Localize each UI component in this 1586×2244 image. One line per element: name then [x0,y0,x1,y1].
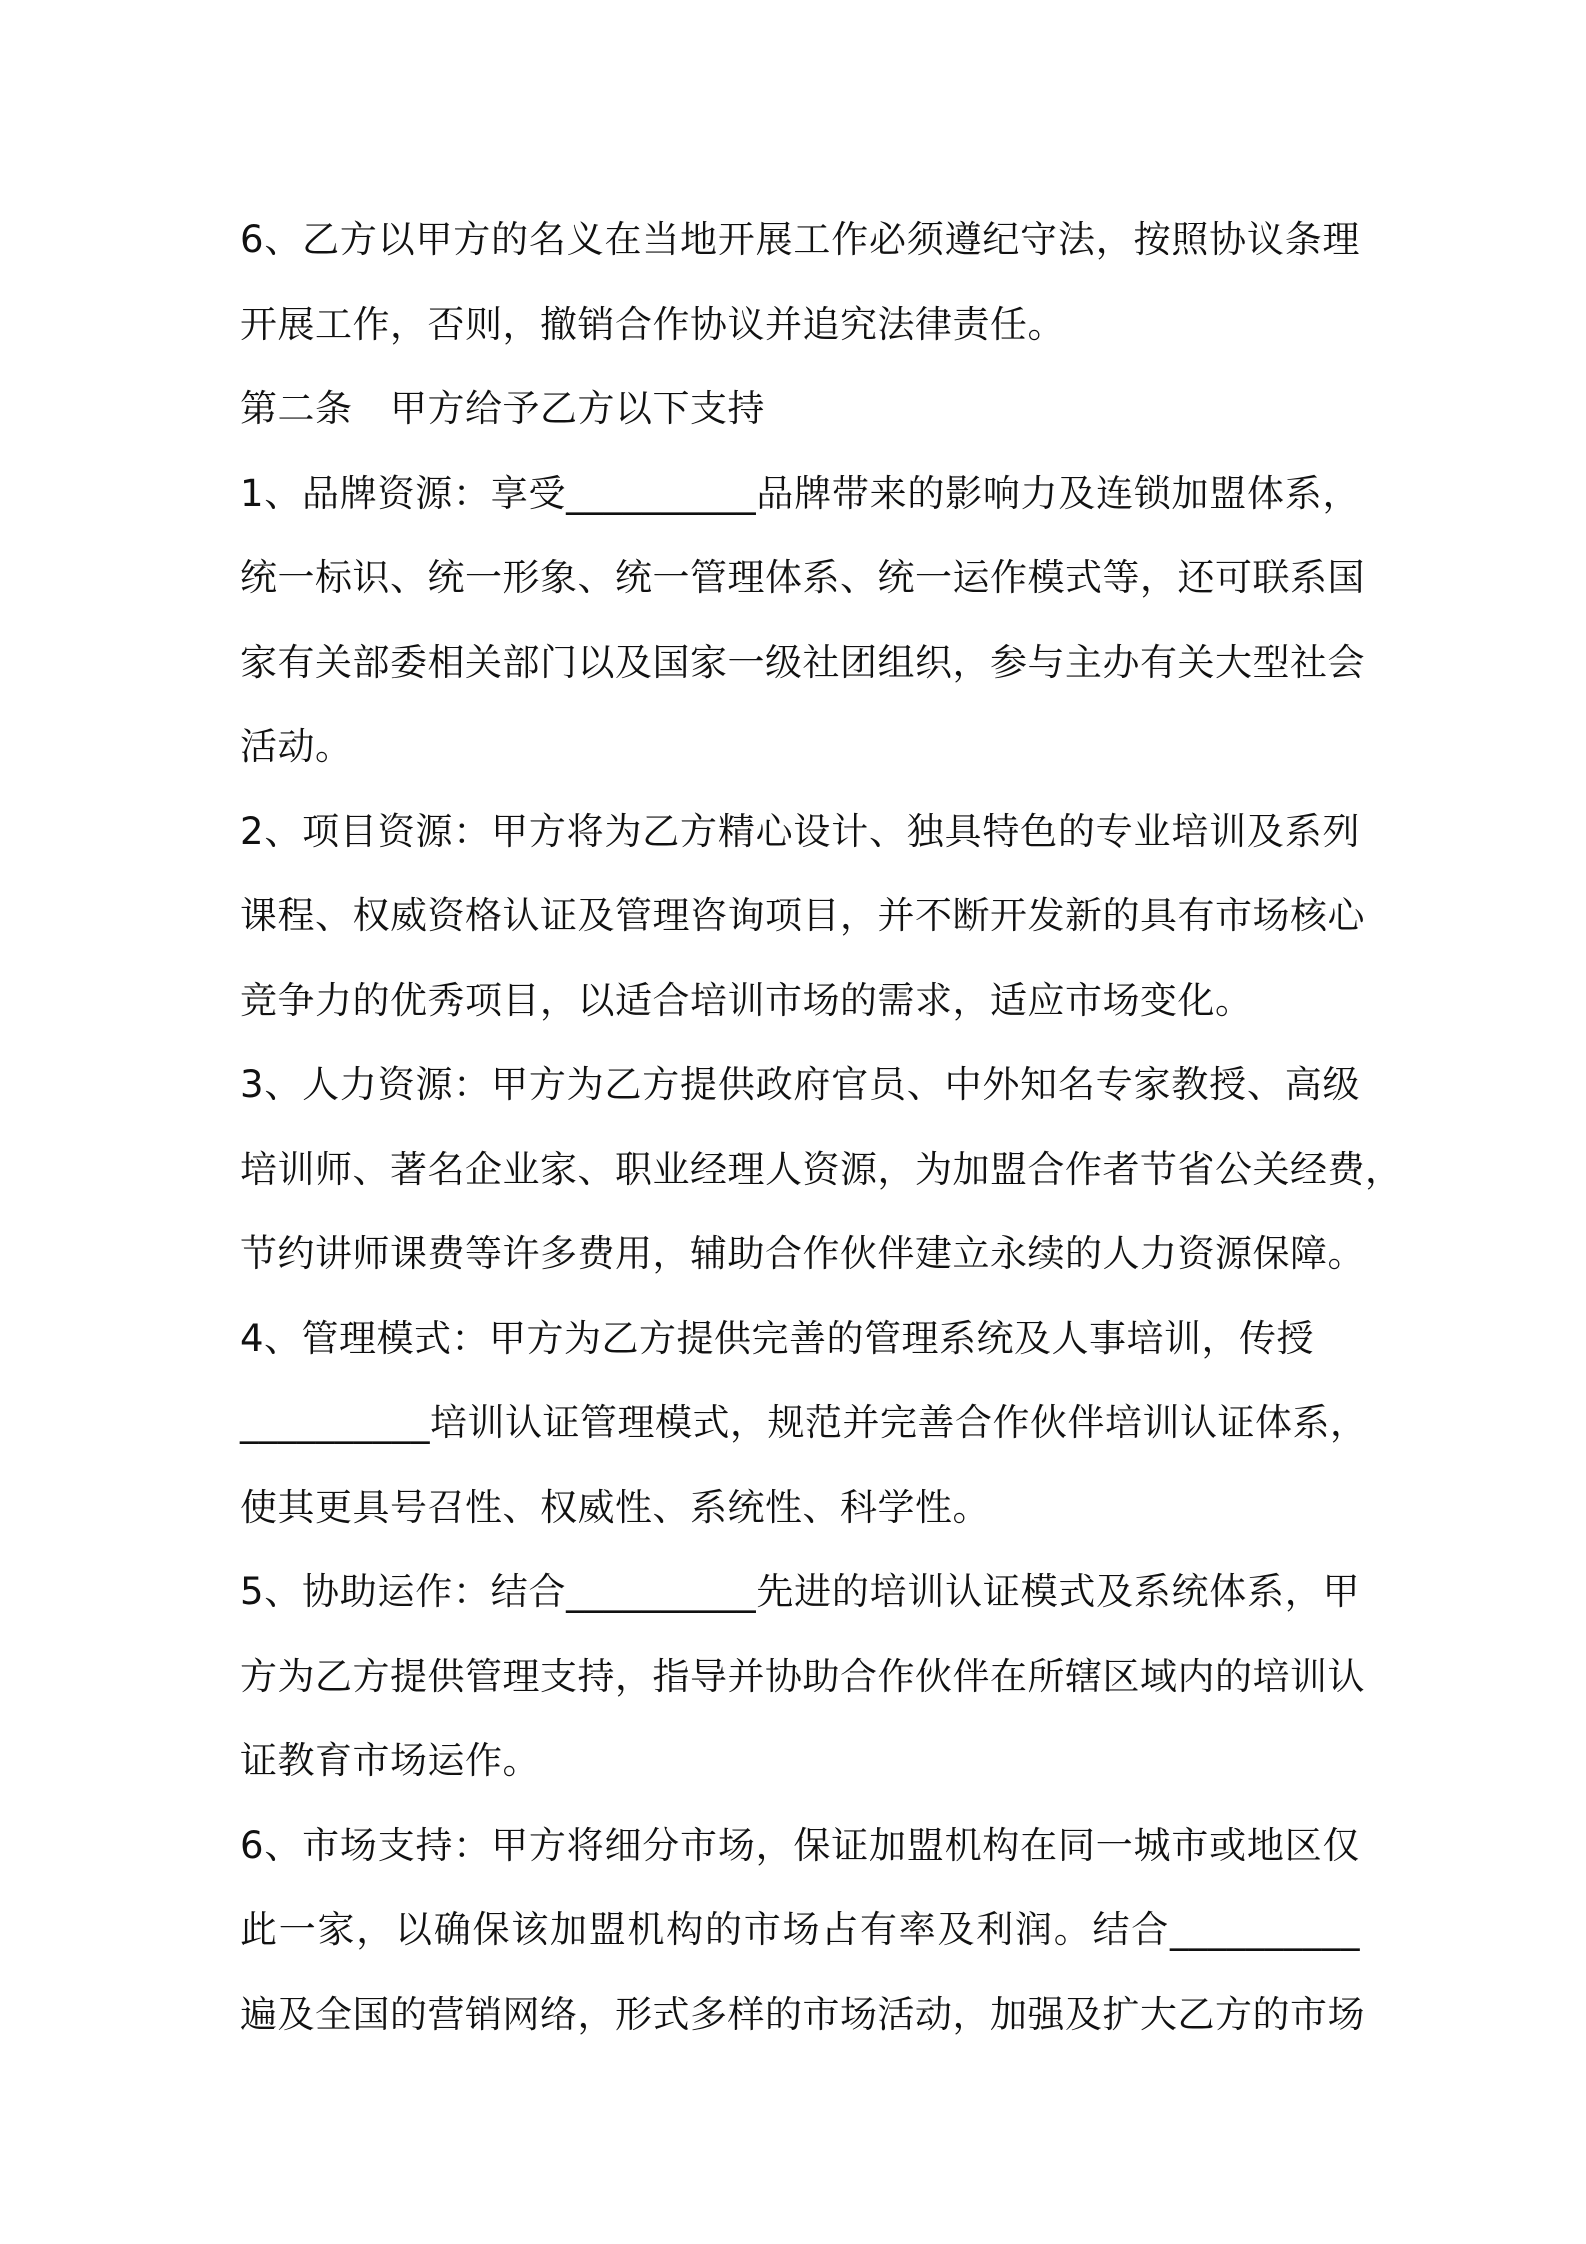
text-line: 节约讲师课费等许多费用，辅助合作伙伴建立永续的人力资源保障。 [240,1232,1365,1275]
text-line: 课程、权威资格认证及管理咨询项目，并不断开发新的具有市场核心 [240,894,1365,937]
text-line: 6、乙方以甲方的名义在当地开展工作必须遵纪守法，按照协议条理 [240,218,1360,261]
text-line: 家有关部委相关部门以及国家一级社团组织，参与主办有关大型社会 [240,640,1365,684]
text-line: 此一家，以确保该加盟机构的市场占有率及利润。结合__________ [240,1908,1360,1951]
text-line: 方为乙方提供管理支持，指导并协助合作伙伴在所辖区域内的培训认 [240,1654,1365,1698]
text-line: 培训师、著名企业家、职业经理人资源，为加盟合作者节省公关经费， [240,1147,1403,1191]
text-line: 1、品牌资源：享受__________品牌带来的影响力及连锁加盟体系， [240,471,1360,515]
text-line: 开展工作，否则，撤销合作协议并追究法律责任。 [240,302,1065,346]
text-line: 5、协助运作：结合__________先进的培训认证模式及系统体系，甲 [240,1570,1360,1613]
contract-text-body [240,198,1403,2057]
text-line: 竞争力的优秀项目，以适合培训市场的需求，适应市场变化。 [240,978,1253,1022]
text-line: 活动。 [240,725,353,768]
text-line: 使其更具号召性、权威性、系统性、科学性。 [240,1485,990,1529]
text-line: __________培训认证管理模式，规范并完善合作伙伴培训认证体系， [240,1401,1368,1444]
text-line: 6、市场支持：甲方将细分市场，保证加盟机构在同一城市或地区仅 [240,1823,1360,1867]
text-line: 统一标识、统一形象、统一管理体系、统一运作模式等，还可联系国 [240,556,1365,599]
text-line: 2、项目资源：甲方将为乙方精心设计、独具特色的专业培训及系列 [240,809,1360,853]
text-line: 4、管理模式：甲方为乙方提供完善的管理系统及人事培训，传授 [240,1316,1315,1360]
section-heading: 第二条 甲方给予乙方以下支持 [240,387,765,430]
text-line: 3、人力资源：甲方为乙方提供政府官员、中外知名专家教授、高级 [240,1063,1360,1106]
text-line: 证教育市场运作。 [240,1739,540,1782]
text-line: 遍及全国的营销网络，形式多样的市场活动，加强及扩大乙方的市场 [240,1992,1365,2036]
